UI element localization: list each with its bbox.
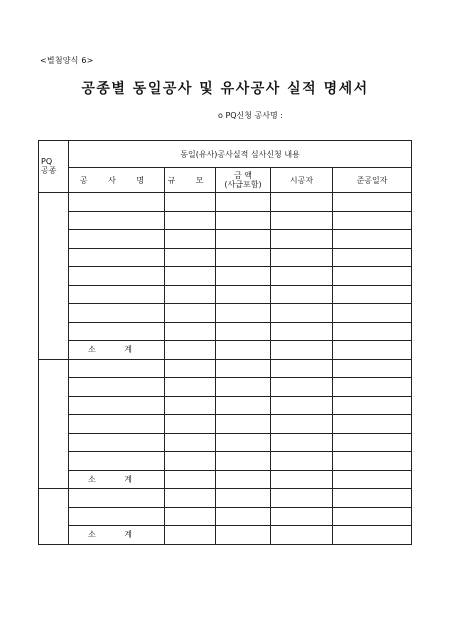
table-cell[interactable]	[69, 359, 165, 378]
table-cell[interactable]	[165, 193, 216, 212]
table-cell[interactable]	[333, 359, 412, 378]
subtotal-label: 소 계	[69, 341, 165, 360]
table-cell[interactable]	[69, 230, 165, 249]
table-row	[39, 211, 412, 230]
table-cell[interactable]	[333, 230, 412, 249]
document-title: 공종별 동일공사 및 유사공사 실적 명세서	[81, 81, 369, 97]
table-cell[interactable]	[333, 193, 412, 212]
table-cell[interactable]	[69, 433, 165, 452]
table-cell[interactable]	[216, 452, 271, 471]
table-row	[39, 507, 412, 526]
table-cell[interactable]	[333, 507, 412, 526]
column-header-builder: 시공자	[271, 168, 333, 193]
table-cell[interactable]	[271, 341, 333, 360]
table-cell[interactable]	[333, 415, 412, 434]
column-header-project-name: 공 사 명	[69, 168, 165, 193]
table-cell[interactable]	[69, 285, 165, 304]
column-header-scale: 규 모	[165, 168, 216, 193]
table-cell[interactable]	[271, 304, 333, 323]
table-cell[interactable]	[333, 267, 412, 286]
table-cell[interactable]	[69, 322, 165, 341]
table-cell[interactable]	[271, 452, 333, 471]
header-row-group	[39, 141, 412, 168]
table-cell[interactable]	[271, 248, 333, 267]
table-cell[interactable]	[271, 267, 333, 286]
table-cell[interactable]	[271, 230, 333, 249]
table-cell[interactable]	[69, 248, 165, 267]
table-cell[interactable]	[271, 359, 333, 378]
table-cell[interactable]	[271, 378, 333, 397]
table-row	[39, 452, 412, 471]
table-cell[interactable]	[271, 507, 333, 526]
table-cell[interactable]	[69, 267, 165, 286]
table-cell[interactable]	[333, 322, 412, 341]
column-header-completion-date: 준공일자	[333, 168, 412, 193]
performance-record-table	[38, 140, 412, 545]
table-cell[interactable]	[165, 489, 216, 508]
table-cell[interactable]	[271, 285, 333, 304]
table-row	[39, 378, 412, 397]
table-cell[interactable]	[69, 507, 165, 526]
table-cell[interactable]	[69, 489, 165, 508]
table-row	[39, 285, 412, 304]
table-cell[interactable]	[271, 415, 333, 434]
table-cell[interactable]	[333, 304, 412, 323]
pq-project-name-line: o PQ신청 공사명 :	[218, 111, 283, 120]
table-cell[interactable]	[271, 322, 333, 341]
table-cell[interactable]	[333, 341, 412, 360]
table-cell[interactable]	[333, 248, 412, 267]
table-cell[interactable]	[165, 267, 216, 286]
table-cell[interactable]	[165, 211, 216, 230]
table-cell[interactable]	[165, 452, 216, 471]
pq-category-cell[interactable]	[39, 359, 69, 489]
table-cell[interactable]	[165, 526, 216, 545]
group-header: 동일(유사)공사실적 심사신청 내용	[69, 141, 412, 168]
table-cell[interactable]	[216, 322, 271, 341]
table-cell[interactable]	[216, 359, 271, 378]
table-cell[interactable]	[216, 248, 271, 267]
table-row	[39, 359, 412, 378]
subtotal-row	[39, 526, 412, 545]
table-row	[39, 193, 412, 212]
table-cell[interactable]	[333, 396, 412, 415]
table-row	[39, 230, 412, 249]
form-label: <별첨양식 6>	[40, 56, 94, 65]
table-cell[interactable]	[271, 526, 333, 545]
table-cell[interactable]	[216, 193, 271, 212]
table-row	[39, 304, 412, 323]
table-cell[interactable]	[69, 193, 165, 212]
table-row	[39, 267, 412, 286]
table-cell[interactable]	[216, 415, 271, 434]
table-cell[interactable]	[216, 507, 271, 526]
table-cell[interactable]	[165, 341, 216, 360]
table-cell[interactable]	[165, 359, 216, 378]
amount-header-line1: 금 액	[234, 171, 252, 180]
pq-header-line1: PQ	[41, 157, 53, 166]
table-cell[interactable]	[216, 489, 271, 508]
table-cell[interactable]	[69, 378, 165, 397]
table-cell[interactable]	[333, 470, 412, 489]
table-cell[interactable]	[165, 396, 216, 415]
table-cell[interactable]	[216, 230, 271, 249]
table-cell[interactable]	[165, 248, 216, 267]
table-cell[interactable]	[216, 211, 271, 230]
table-cell[interactable]	[165, 507, 216, 526]
header-row-columns	[39, 168, 412, 193]
pq-category-cell[interactable]	[39, 489, 69, 545]
table-cell[interactable]	[216, 526, 271, 545]
table-cell[interactable]	[165, 433, 216, 452]
table-row	[39, 433, 412, 452]
table-cell[interactable]	[333, 526, 412, 545]
pq-category-cell[interactable]	[39, 193, 69, 360]
pq-header-line2: 공종	[41, 166, 57, 175]
table-cell[interactable]	[69, 415, 165, 434]
table-cell[interactable]	[165, 230, 216, 249]
table-cell[interactable]	[165, 470, 216, 489]
table-cell[interactable]	[165, 378, 216, 397]
table-row	[39, 489, 412, 508]
table-cell[interactable]	[271, 211, 333, 230]
subtotal-row	[39, 341, 412, 360]
table-cell[interactable]	[69, 396, 165, 415]
table-row	[39, 415, 412, 434]
table-cell[interactable]	[333, 452, 412, 471]
table-cell[interactable]	[216, 433, 271, 452]
table-cell[interactable]	[216, 304, 271, 323]
table-cell[interactable]	[216, 267, 271, 286]
table-row	[39, 248, 412, 267]
table-cell[interactable]	[165, 322, 216, 341]
table-cell[interactable]	[333, 433, 412, 452]
table-row	[39, 396, 412, 415]
column-header-amount	[216, 168, 271, 193]
table-cell[interactable]	[216, 396, 271, 415]
subtotal-label: 소 계	[69, 470, 165, 489]
table-cell[interactable]	[333, 489, 412, 508]
table-cell[interactable]	[271, 193, 333, 212]
table-cell[interactable]	[333, 285, 412, 304]
table-cell[interactable]	[216, 378, 271, 397]
table-cell[interactable]	[165, 304, 216, 323]
table-cell[interactable]	[69, 211, 165, 230]
table-cell[interactable]	[271, 396, 333, 415]
pq-category-header	[39, 141, 69, 193]
subtotal-row	[39, 470, 412, 489]
amount-header-line2: (사급포함)	[224, 180, 262, 189]
table-cell[interactable]	[165, 415, 216, 434]
table-cell[interactable]	[333, 378, 412, 397]
table-cell[interactable]	[271, 433, 333, 452]
table-cell[interactable]	[216, 285, 271, 304]
table-cell[interactable]	[216, 470, 271, 489]
table-row	[39, 322, 412, 341]
table-cell[interactable]	[271, 470, 333, 489]
table-cell[interactable]	[216, 341, 271, 360]
subtotal-label: 소 계	[69, 526, 165, 545]
table-cell[interactable]	[69, 452, 165, 471]
table-cell[interactable]	[271, 489, 333, 508]
table-cell[interactable]	[69, 304, 165, 323]
table-cell[interactable]	[165, 285, 216, 304]
table-cell[interactable]	[333, 211, 412, 230]
